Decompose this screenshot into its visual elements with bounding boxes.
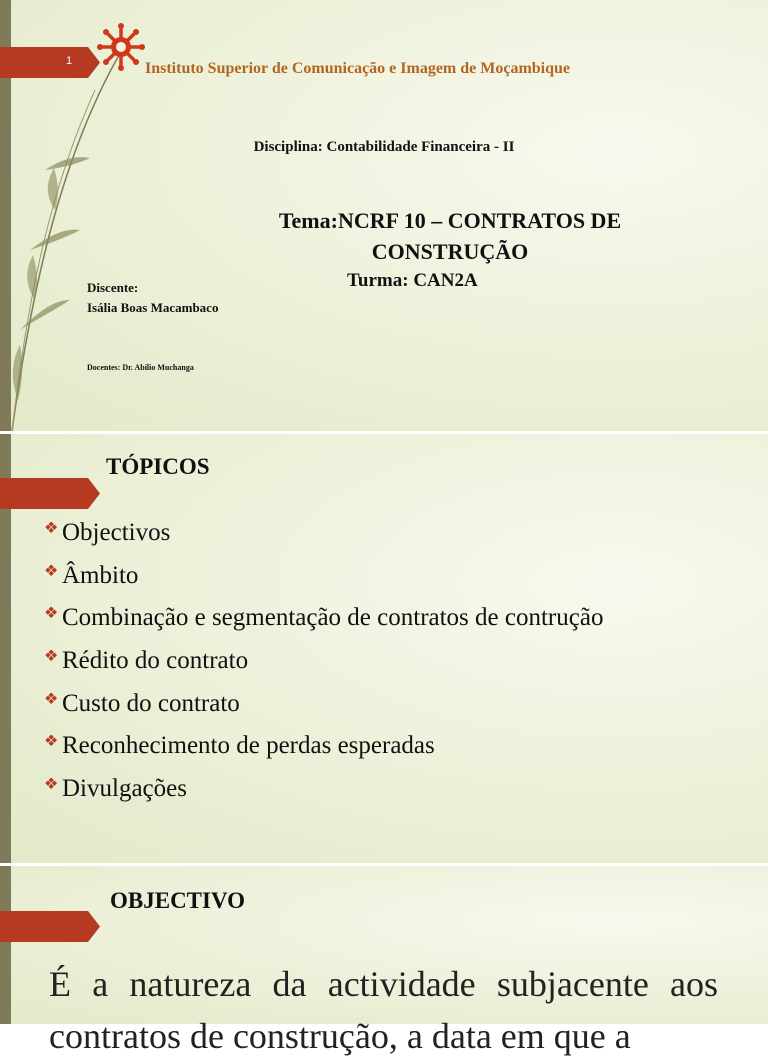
topic-text: Reconhecimento de perdas esperadas [62, 732, 435, 760]
docentes-label: Docentes: Dr. Abílio Muchanga [87, 363, 194, 372]
institute-logo-icon [96, 22, 146, 72]
topic-text: Divulgações [62, 775, 187, 803]
slide-left-bar [0, 866, 11, 1024]
turma-label: Turma: CAN2A [347, 270, 478, 291]
topic-text: Combinação e segmentação de contratos de contrução [62, 604, 604, 632]
slide-objective [0, 866, 768, 1056]
topic-text: Âmbito [62, 561, 139, 589]
theme-line-1: Tema:NCRF 10 – CONTRATOS DE [278, 208, 622, 233]
slide-title-theme [210, 205, 690, 267]
institute-name: Instituto Superior de Comunicação e Imagem de Moçambique [145, 60, 571, 77]
page-number-tab [0, 47, 100, 78]
theme-line-2: CONSTRUÇÃO [371, 239, 529, 264]
list-item [44, 644, 603, 687]
diamond-bullet-icon: ❖ [44, 690, 59, 708]
diamond-bullet-icon: ❖ [44, 562, 59, 580]
list-item [44, 687, 603, 730]
disciplina-label: Disciplina: [253, 139, 323, 155]
list-item [44, 772, 603, 815]
list-item [44, 601, 603, 644]
topic-text: Custo do contrato [62, 689, 240, 717]
list-item [44, 516, 603, 559]
slide-topics [0, 434, 768, 863]
diamond-bullet-icon: ❖ [44, 605, 59, 623]
discente-name: Isália Boas Macambaco [87, 300, 219, 315]
list-item [44, 559, 603, 602]
diamond-bullet-icon: ❖ [44, 520, 59, 537]
discente-label: Discente: [87, 280, 139, 295]
disciplina-line [0, 139, 768, 156]
section-tab [0, 911, 100, 942]
topic-text: Rédito do contrato [62, 647, 249, 675]
diamond-bullet-icon: ❖ [44, 733, 59, 751]
topic-text: Objectivos [62, 519, 171, 546]
list-item [44, 729, 603, 772]
diamond-bullet-icon: ❖ [44, 648, 59, 666]
page-number: 1 [66, 55, 73, 67]
objective-heading: OBJECTIVO [110, 888, 246, 913]
disciplina-value: Contabilidade Financeira - II [326, 139, 515, 155]
section-tab [0, 478, 100, 509]
diamond-bullet-icon: ❖ [44, 776, 59, 794]
objective-text: É a natureza da actividade subjacente aos contratos de construção, a data em que a [49, 964, 718, 1056]
slide-title [0, 0, 768, 431]
topics-heading: TÓPICOS [106, 454, 210, 479]
topics-list [44, 516, 603, 815]
